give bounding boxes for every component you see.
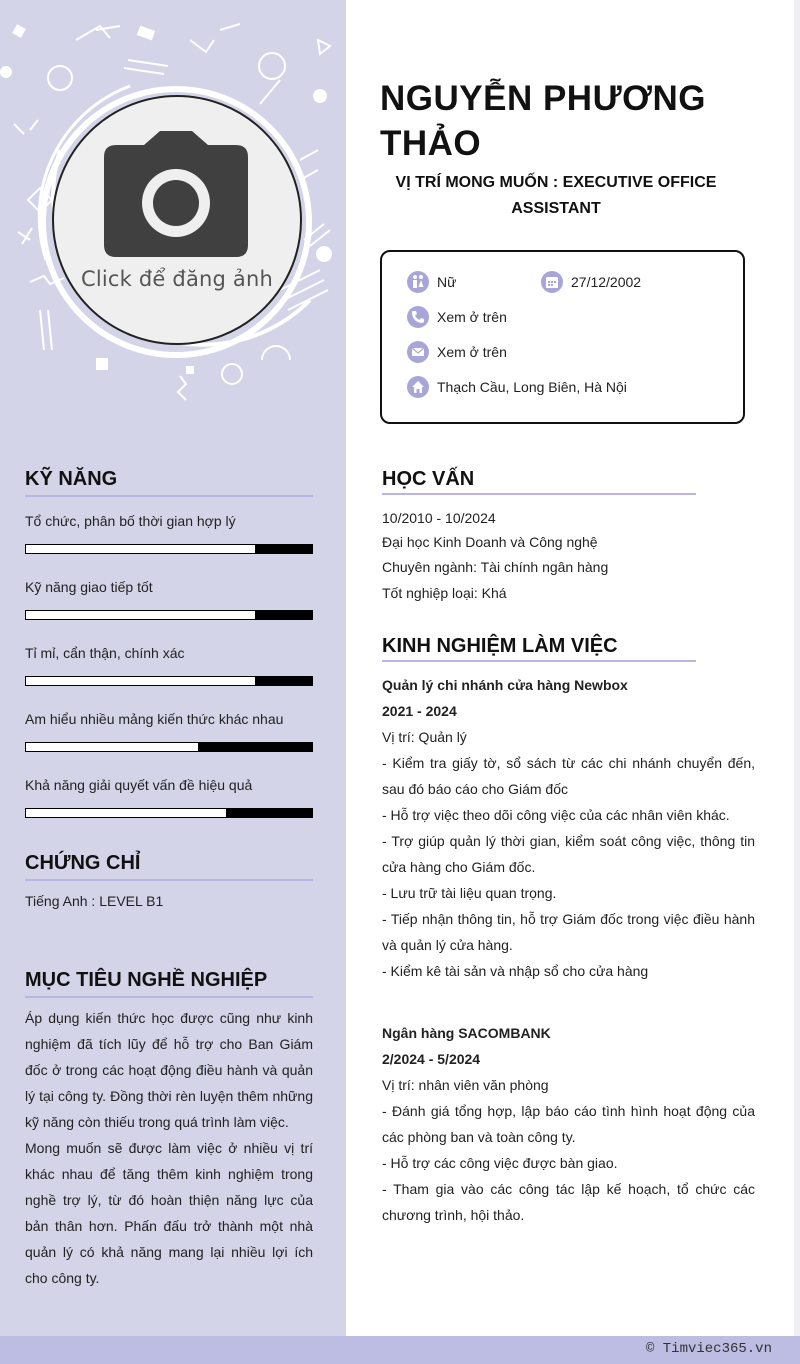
job-1: [382, 672, 755, 984]
job-2-period: 2/2024 - 5/2024: [382, 1051, 481, 1067]
job-2-duty: - Tham gia vào các công tác lập kế hoạch, tổ chức các chương trình, hội thảo.: [382, 1181, 755, 1223]
education-major: Chuyên ngành: Tài chính ngân hàng: [382, 559, 609, 575]
objective-paragraph-1: Áp dụng kiến thức học được cũng như kinh nghiệm đã tích lũy để hỗ trợ cho Ban Giám đốc ở trong các hoạt động điều hành và quản lý tại công ty. Đồng thời rèn luyện thêm những kỹ năng còn thiếu trong quá trình làm việc.: [25, 1010, 313, 1130]
candidate-name: NGUYỄN PHƯƠNG THẢO: [380, 79, 706, 163]
skill-level-fill: [26, 743, 198, 751]
sidebar: [0, 0, 346, 1336]
job-2-duty: - Hỗ trợ các công việc được bàn giao.: [382, 1155, 618, 1171]
gender-value: Nữ: [437, 274, 457, 290]
skill-level-bar: [25, 544, 313, 554]
certificates-underline: [25, 879, 313, 881]
skill-level-fill: [26, 677, 255, 685]
camera-icon: [102, 131, 250, 259]
objective-title: MỤC TIÊU NGHỀ NGHIỆP: [25, 969, 268, 991]
skills-title: KỸ NĂNG: [25, 468, 118, 490]
phone-row: [407, 306, 507, 328]
job-1-duty: - Kiểm tra giấy tờ, sổ sách từ các chi nhánh chuyển đến, sau đó báo cáo cho Giám đốc: [382, 755, 755, 797]
skill-level-bar: [25, 808, 313, 818]
skill-level-fill: [26, 545, 255, 553]
home-icon: [407, 376, 429, 398]
gender-icon: [407, 271, 429, 293]
skill-label: Tỉ mỉ, cẩn thận, chính xác: [25, 645, 185, 661]
address-value: Thạch Cầu, Long Biên, Hà Nội: [437, 379, 627, 395]
skill-level-fill: [26, 809, 226, 817]
birthday-value: 27/12/2002: [571, 274, 642, 290]
skill-label: Kỹ năng giao tiếp tốt: [25, 579, 153, 595]
education-period: 10/2010 - 10/2024: [382, 510, 496, 526]
footer-brand[interactable]: © Timviec365.vn: [645, 1341, 772, 1357]
mail-icon: [407, 341, 429, 363]
gender-row: [407, 271, 456, 293]
phone-value: Xem ở trên: [437, 309, 507, 325]
certificates-title: CHỨNG CHỈ: [25, 852, 141, 874]
email-value: Xem ở trên: [437, 344, 507, 360]
skill-level-bar: [25, 610, 313, 620]
birthday-row: [541, 271, 641, 293]
skill-label: Khả năng giải quyết vấn đề hiệu quả: [25, 777, 253, 793]
skill-level-fill: [26, 611, 255, 619]
job-2: [382, 1020, 755, 1228]
education-underline: [382, 493, 696, 495]
footer: [0, 1336, 800, 1364]
desired-position: VỊ TRÍ MONG MUỐN : EXECUTIVE OFFICE ASSISTANT: [395, 174, 717, 217]
job-2-company: Ngân hàng SACOMBANK: [382, 1025, 551, 1041]
skills-underline: [25, 495, 313, 497]
photo-upload[interactable]: [52, 95, 302, 345]
education-grade: Tốt nghiệp loại: Khá: [382, 585, 507, 601]
skill-label: Am hiểu nhiều mảng kiến thức khác nhau: [25, 711, 284, 727]
objective-paragraph-2: Mong muốn sẽ được làm việc ở nhiều vị trí khác nhau để tăng thêm kinh nghiệm trong nghề trợ lý, từ đó hoàn thiện năng lực của bản thân hơn. Phấn đấu trở thành một nhà quản lý có khả năng mang lại nhiều lợi ích cho công ty.: [25, 1140, 313, 1286]
job-1-duty: - Lưu trữ tài liệu quan trọng.: [382, 885, 557, 901]
contact-box: [380, 250, 745, 424]
education-title: HỌC VẤN: [382, 468, 475, 490]
objective-underline: [25, 996, 313, 998]
skill-level-bar: [25, 676, 313, 686]
experience-underline: [382, 660, 696, 662]
job-1-company: Quản lý chi nhánh cửa hàng Newbox: [382, 677, 628, 693]
certificate-item: Tiếng Anh : LEVEL B1: [25, 893, 164, 909]
calendar-icon: [541, 271, 563, 293]
job-1-duty: - Kiểm kê tài sản và nhập sổ cho cửa hàng: [382, 963, 649, 979]
skill-level-bar: [25, 742, 313, 752]
job-1-period: 2021 - 2024: [382, 703, 457, 719]
address-row: [407, 376, 627, 398]
email-row: [407, 341, 507, 363]
job-1-duty: - Tiếp nhận thông tin, hỗ trợ Giám đốc trong việc điều hành và quản lý cửa hàng.: [382, 911, 755, 953]
skill-label: Tổ chức, phân bố thời gian hợp lý: [25, 513, 236, 529]
page-edge: [794, 0, 800, 1336]
education-school: Đại học Kinh Doanh và Công nghệ: [382, 534, 598, 550]
job-2-role: Vị trí: nhân viên văn phòng: [382, 1077, 549, 1093]
upload-photo-label: Click để đăng ảnh: [80, 267, 274, 291]
job-1-duty: - Trợ giúp quản lý thời gian, kiểm soát công việc, thông tin cửa hàng cho Giám đốc.: [382, 833, 755, 875]
job-2-duty: - Đánh giá tổng hợp, lập báo cáo tình hình hoạt động của các phòng ban và toàn công ty.: [382, 1103, 755, 1145]
job-1-duty: - Hỗ trợ việc theo dõi công việc của các nhân viên khác.: [382, 807, 730, 823]
experience-title: KINH NGHIỆM LÀM VIỆC: [382, 635, 618, 657]
phone-icon: [407, 306, 429, 328]
job-1-role: Vị trí: Quản lý: [382, 729, 467, 745]
